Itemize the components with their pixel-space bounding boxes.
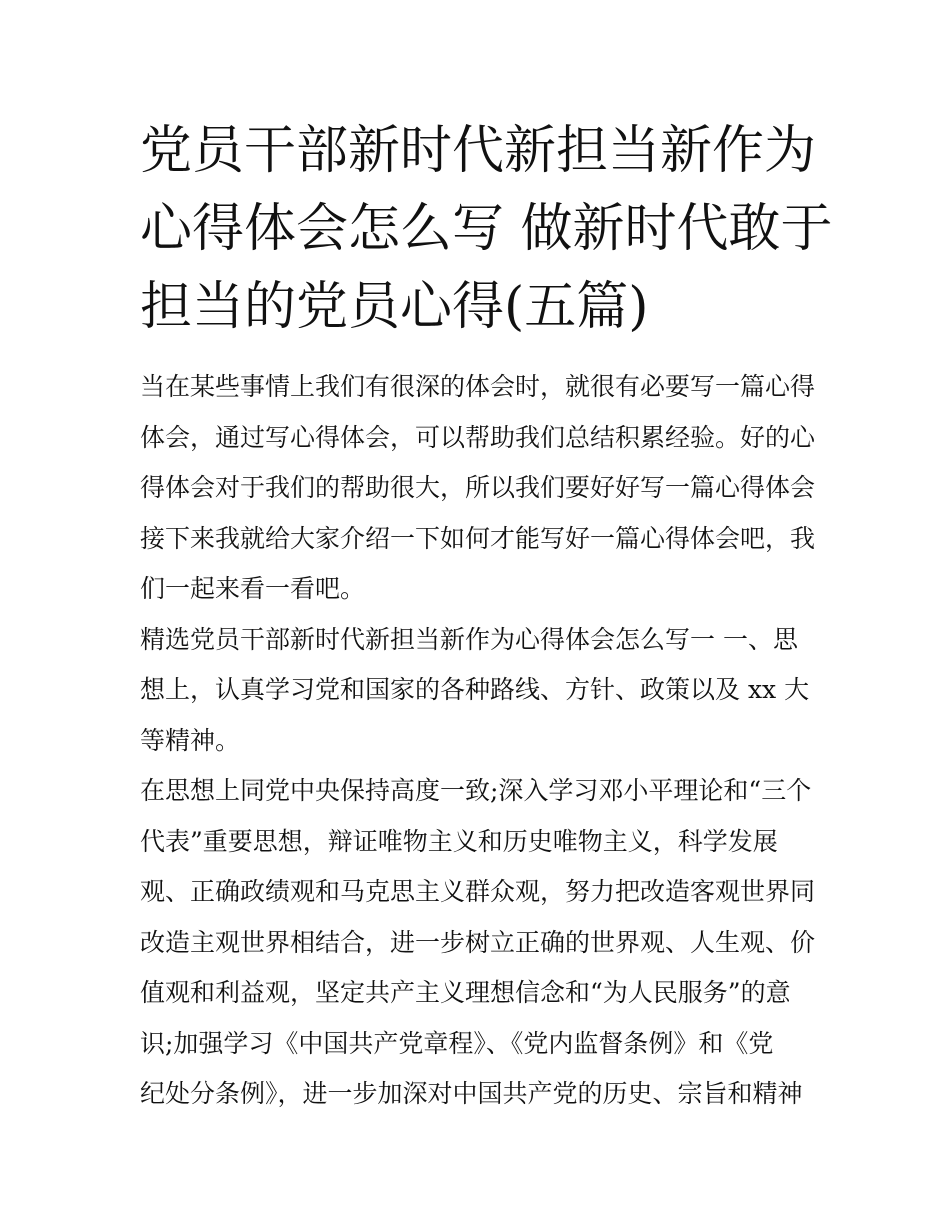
title-line: 党员干部新时代新担当新作为 bbox=[140, 121, 817, 181]
section-heading-paragraph bbox=[140, 615, 812, 767]
text-line: 想上，认真学习党和国家的各种路线、方针、政策以及 xx 大 bbox=[140, 675, 810, 704]
title-line: 担当的党员心得(五篇) bbox=[140, 277, 649, 337]
text-line: 纪处分条例》，进一步加深对中国共产党的历史、宗旨和精神 bbox=[140, 1079, 803, 1108]
text-line: 值观和利益观，坚定共产主义理想信念和“为人民服务”的意 bbox=[140, 978, 791, 1007]
document-page bbox=[140, 112, 833, 1120]
text-line: 当在某些事情上我们有很深的体会时，就很有必要写一篇心得 bbox=[140, 372, 816, 401]
title-line: 心得体会怎么写 做新时代敢于 bbox=[140, 199, 833, 259]
intro-paragraph bbox=[140, 362, 816, 615]
text-line: 得体会对于我们的帮助很大，所以我们要好好写一篇心得体会 bbox=[140, 473, 816, 502]
text-line: 观、正确政绩观和马克思主义群众观，努力把改造客观世界同 bbox=[140, 877, 816, 906]
text-line: 识;加强学习《中国共产党章程》、《党内监督条例》和《党 bbox=[140, 1028, 774, 1058]
text-line: 接下来我就给大家介绍一下如何才能写好一篇心得体会吧，我 bbox=[140, 523, 816, 553]
text-line: 改造主观世界相结合，进一步树立正确的世界观、人生观、价 bbox=[140, 927, 816, 957]
body-paragraph bbox=[140, 766, 816, 1120]
text-line: 体会，通过写心得体会，可以帮助我们总结积累经验。好的心 bbox=[140, 422, 816, 452]
text-line: 代表”重要思想，辩证唯物主义和历史唯物主义，科学发展 bbox=[140, 826, 778, 856]
text-line: 在思想上同党中央保持高度一致;深入学习邓小平理论和“三个 bbox=[140, 776, 812, 805]
text-line: 精选党员干部新时代新担当新作为心得体会怎么写一 一、思 bbox=[140, 624, 798, 654]
text-line: 们一起来看一看吧。 bbox=[140, 574, 366, 603]
text-line: 等精神。 bbox=[140, 725, 241, 755]
document-title bbox=[140, 112, 833, 346]
